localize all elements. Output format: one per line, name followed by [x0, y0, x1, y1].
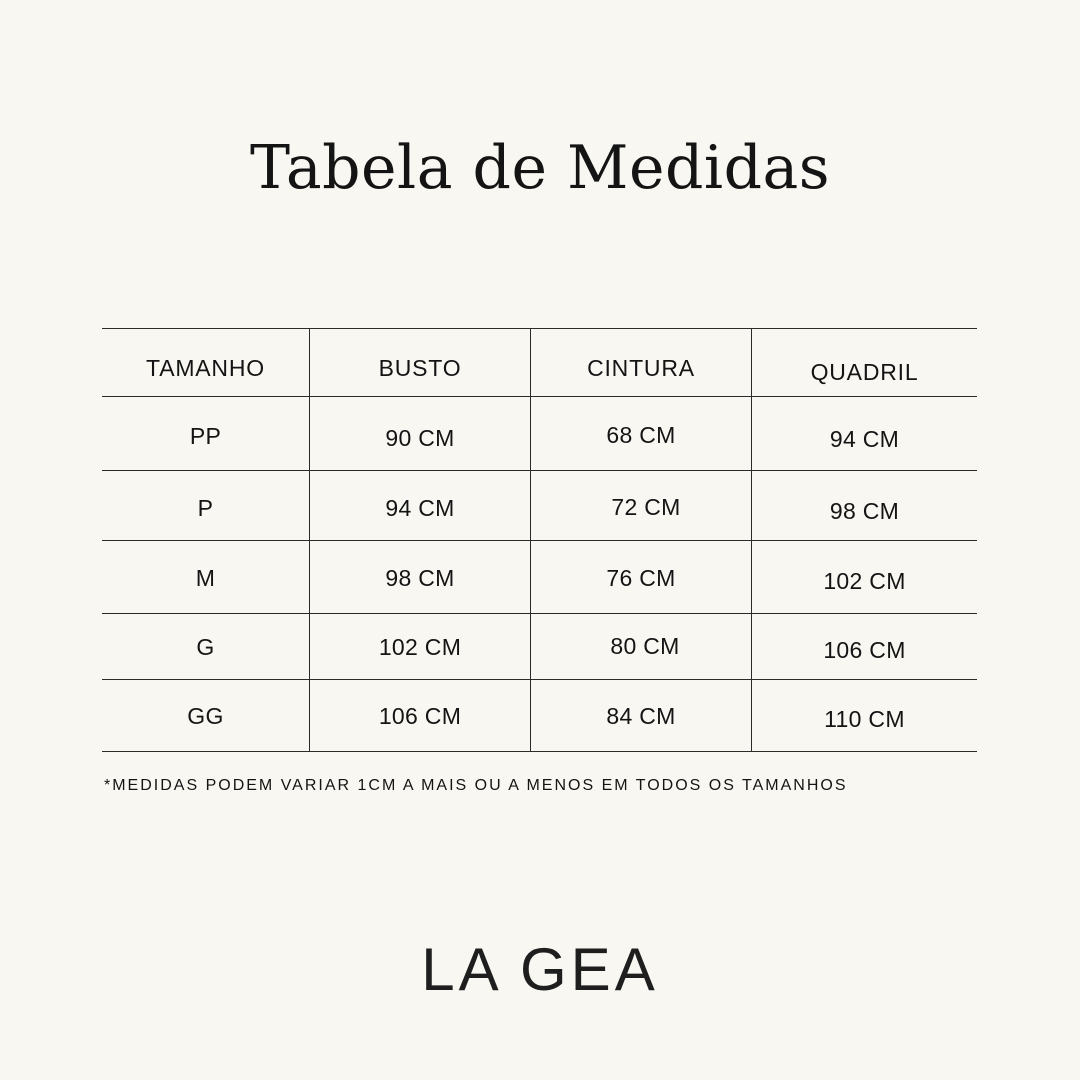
page-title: Tabela de Medidas — [249, 133, 831, 203]
table-top-border — [102, 328, 977, 329]
bust-cell: 98 CM — [385, 565, 455, 591]
hip-cell: 110 CM — [824, 706, 905, 732]
column-divider — [530, 328, 531, 752]
size-cell: PP — [189, 423, 222, 449]
header-cintura: CINTURA — [587, 355, 695, 381]
header-tamanho: TAMANHO — [146, 355, 265, 381]
size-cell: P — [197, 495, 214, 521]
size-cell: M — [195, 565, 216, 591]
brand-logo: LA GEA — [421, 936, 659, 1003]
size-cell: GG — [187, 703, 224, 729]
column-divider — [309, 328, 310, 752]
hip-cell: 106 CM — [823, 637, 906, 663]
row-divider — [102, 613, 977, 614]
hip-cell: 102 CM — [823, 568, 906, 594]
bust-cell: 94 CM — [385, 495, 455, 521]
waist-cell: 80 CM — [610, 633, 680, 659]
table-bottom-border — [102, 751, 977, 752]
waist-cell: 84 CM — [606, 703, 676, 729]
header-busto: BUSTO — [378, 355, 462, 381]
footnote: *MEDIDAS PODEM VARIAR 1CM A MAIS OU A MENOS EM TODOS OS TAMANHOS — [104, 777, 848, 794]
hip-cell: 98 CM — [829, 498, 900, 524]
bust-cell: 102 CM — [378, 634, 462, 660]
row-divider — [102, 679, 977, 680]
bust-cell: 106 CM — [378, 703, 462, 729]
waist-cell: 68 CM — [606, 422, 676, 448]
size-cell: G — [196, 634, 215, 660]
row-divider — [102, 540, 977, 541]
row-divider — [102, 470, 977, 471]
column-divider — [751, 328, 752, 752]
header-quadril: QUADRIL — [810, 359, 919, 385]
header-divider — [102, 396, 977, 397]
hip-cell: 94 CM — [829, 426, 900, 452]
waist-cell: 76 CM — [606, 565, 676, 591]
bust-cell: 90 CM — [385, 425, 455, 451]
size-table — [102, 328, 977, 752]
waist-cell: 72 CM — [611, 494, 681, 520]
